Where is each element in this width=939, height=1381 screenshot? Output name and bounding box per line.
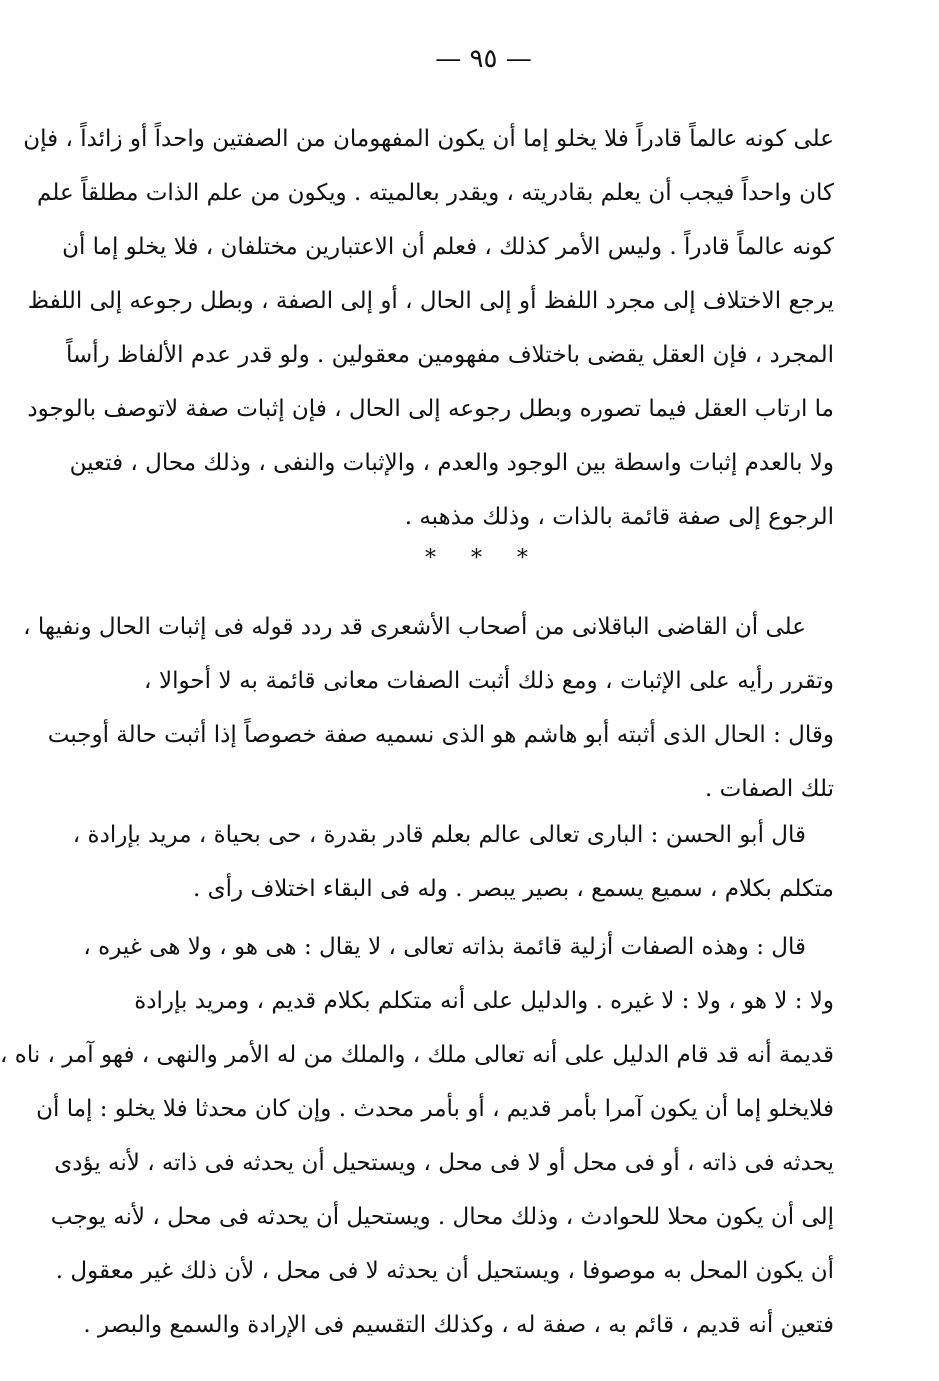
- page-number: — ٩٥ —: [435, 44, 532, 74]
- text-line: ما ارتاب العقل فيما تصوره وبطل رجوعه إلى الحال ، فإن إثبات صفة لاتوصف بالوجود: [27, 396, 834, 422]
- text-line: ولا : لا هو ، ولا : لا غيره . والدليل على أنه متكلم بكلام قديم ، ومريد بإرادة: [134, 988, 834, 1014]
- text-line: متكلم بكلام ، سميع يسمع ، بصير يبصر . وله فى البقاء اختلاف رأى .: [193, 876, 834, 902]
- text-line: على كونه عالماً قادراً فلا يخلو إما أن يكون المفهومان من الصفتين واحداً أو زائداً ، فإن: [23, 126, 834, 152]
- text-line: ولا بالعدم إثبات واسطة بين الوجود والعدم ، والإثبات والنفى ، وذلك محال ، فتعين: [69, 450, 834, 476]
- text-line: الرجوع إلى صفة قائمة بالذات ، وذلك مذهبه .: [404, 504, 834, 530]
- text-line: إلى أن يكون محلا للحوادث ، وذلك محال . ويستحيل أن يحدثه فى محل ، لأنه يوجب: [50, 1204, 834, 1230]
- text-line: قديمة أنه قد قام الدليل على أنه تعالى ملك ، والملك من له الأمر والنهى ، فهو آمر ، ناه ،: [0, 1042, 834, 1068]
- text-line: قال أبو الحسن : البارى تعالى عالم بعلم قادر بقدرة ، حى بحياة ، مريد بإرادة ،: [72, 822, 806, 848]
- paragraph: [23, 112, 834, 544]
- paragraph: [0, 920, 834, 1352]
- text-line: وتقرر رأيه على الإثبات ، ومع ذلك أثبت الصفات معانى قائمة به لا أحوالا ،: [144, 668, 834, 694]
- text-line: تلك الصفات .: [705, 776, 834, 802]
- section-separator: * * *: [425, 546, 542, 571]
- paragraph: [23, 600, 834, 816]
- text-line: يرجع الاختلاف إلى مجرد اللفظ أو إلى الحال ، أو إلى الصفة ، وبطل رجوعه إلى اللفظ: [27, 288, 834, 314]
- text-line: فلايخلو إما أن يكون آمرا بأمر قديم ، أو بأمر محدث . وإن كان محدثا فلا يخلو : إما أن: [36, 1096, 834, 1122]
- text-line: قال : وهذه الصفات أزلية قائمة بذاته تعالى ، لا يقال : هى هو ، ولا هى غيره ،: [83, 934, 806, 960]
- text-line: كان واحداً فيجب أن يعلم بقادريته ، ويقدر بعالميته . ويكون من علم الذات مطلقاً علم: [37, 180, 834, 206]
- text-line: أن يكون المحل به موصوفا ، ويستحيل أن يحدثه لا فى محل ، لأن ذلك غير معقول .: [55, 1258, 834, 1284]
- text-line: كونه عالماً قادراً . وليس الأمر كذلك ، فعلم أن الاعتبارين مختلفان ، فلا يخلو إما أن: [62, 234, 834, 260]
- text-line: على أن القاضى الباقلانى من أصحاب الأشعرى قد ردد قوله فى إثبات الحال ونفيها ،: [23, 614, 806, 640]
- paragraph: [72, 808, 834, 916]
- text-line: فتعين أنه قديم ، قائم به ، صفة له ، وكذلك التقسيم فى الإرادة والسمع والبصر .: [83, 1312, 834, 1338]
- text-line: وقال : الحال الذى أثبته أبو هاشم هو الذى نسميه صفة خصوصاً إذا أثبت حالة أوجبت: [47, 722, 834, 748]
- text-line: يحدثه فى ذاته ، أو فى محل أو لا فى محل ، ويستحيل أن يحدثه فى ذاته ، لأنه يؤدى: [54, 1150, 834, 1176]
- text-line: المجرد ، فإن العقل يقضى باختلاف مفهومين معقولين . ولو قدر عدم الألفاظ رأساً: [66, 342, 834, 368]
